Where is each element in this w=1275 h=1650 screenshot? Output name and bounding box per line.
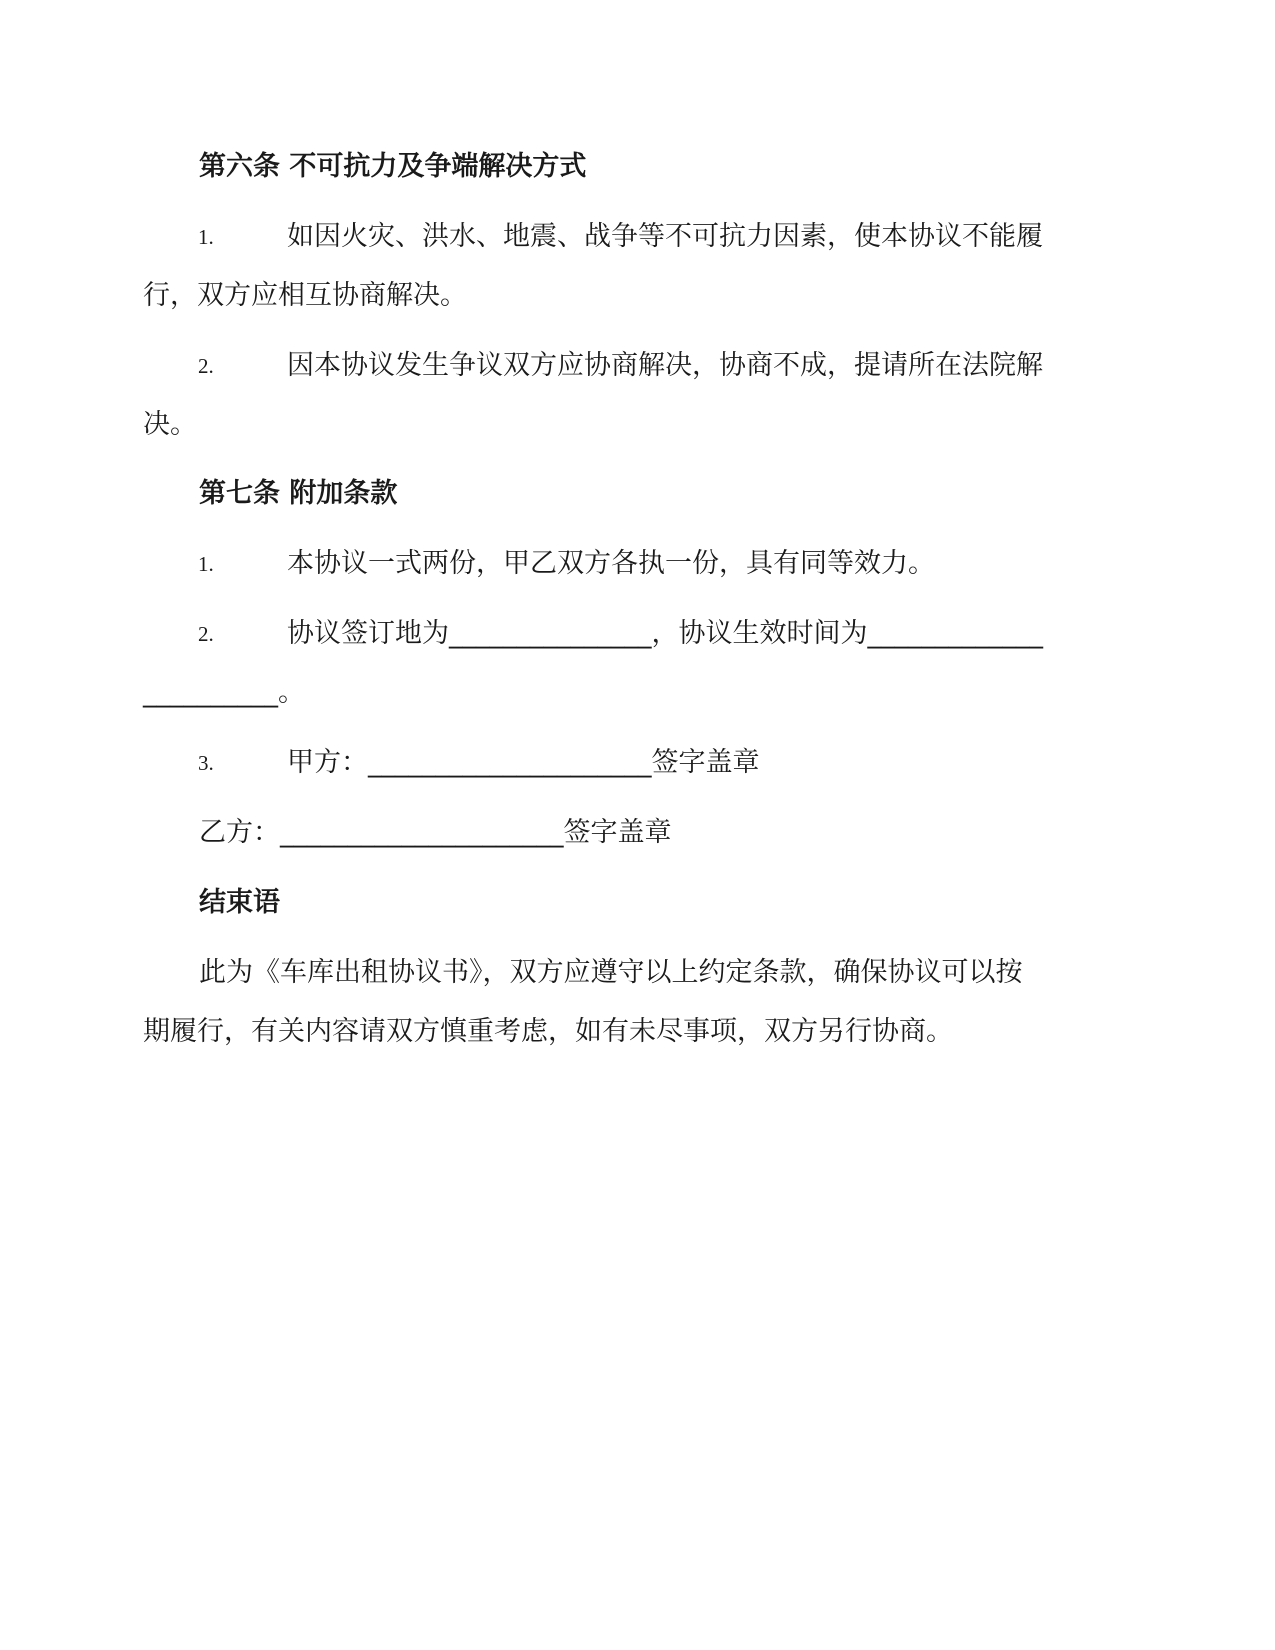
article7-item2-line1: 协议签订地为_______________，协议生效时间为_____________ — [287, 618, 1043, 649]
article7-item2-line2: __________。 — [143, 677, 305, 708]
article6-item2-line2: 决。 — [143, 409, 197, 440]
article7-item1-text: 本协议一式两份，甲乙双方各执一份，具有同等效力。 — [287, 548, 935, 579]
article6-item2-line1: 因本协议发生争议双方应协商解决，协商不成，提请所在法院解 — [287, 350, 1043, 381]
article7-heading: 第七条 附加条款 — [199, 478, 398, 509]
article7-item1-number: 1. — [198, 552, 214, 576]
article7-item2-number: 2. — [198, 622, 214, 646]
party-a-signature-line: 甲方：_____________________签字盖章 — [287, 747, 760, 778]
article6-item1-number: 1. — [198, 225, 214, 249]
party-b-signature-line: 乙方：_____________________签字盖章 — [199, 817, 672, 848]
closing-heading: 结束语 — [199, 887, 280, 918]
closing-line2: 期履行，有关内容请双方慎重考虑，如有未尽事项，双方另行协商。 — [143, 1016, 953, 1047]
article6-heading: 第六条 不可抗力及争端解决方式 — [199, 151, 587, 182]
article6-item2-number: 2. — [198, 354, 214, 378]
article7-item3-number: 3. — [198, 751, 214, 775]
closing-line1: 此为《车库出租协议书》，双方应遵守以上约定条款，确保协议可以按 — [199, 957, 1023, 988]
article6-item1-line1: 如因火灾、洪水、地震、战争等不可抗力因素，使本协议不能履 — [287, 221, 1043, 252]
article6-item1-line2: 行，双方应相互协商解决。 — [143, 280, 467, 311]
